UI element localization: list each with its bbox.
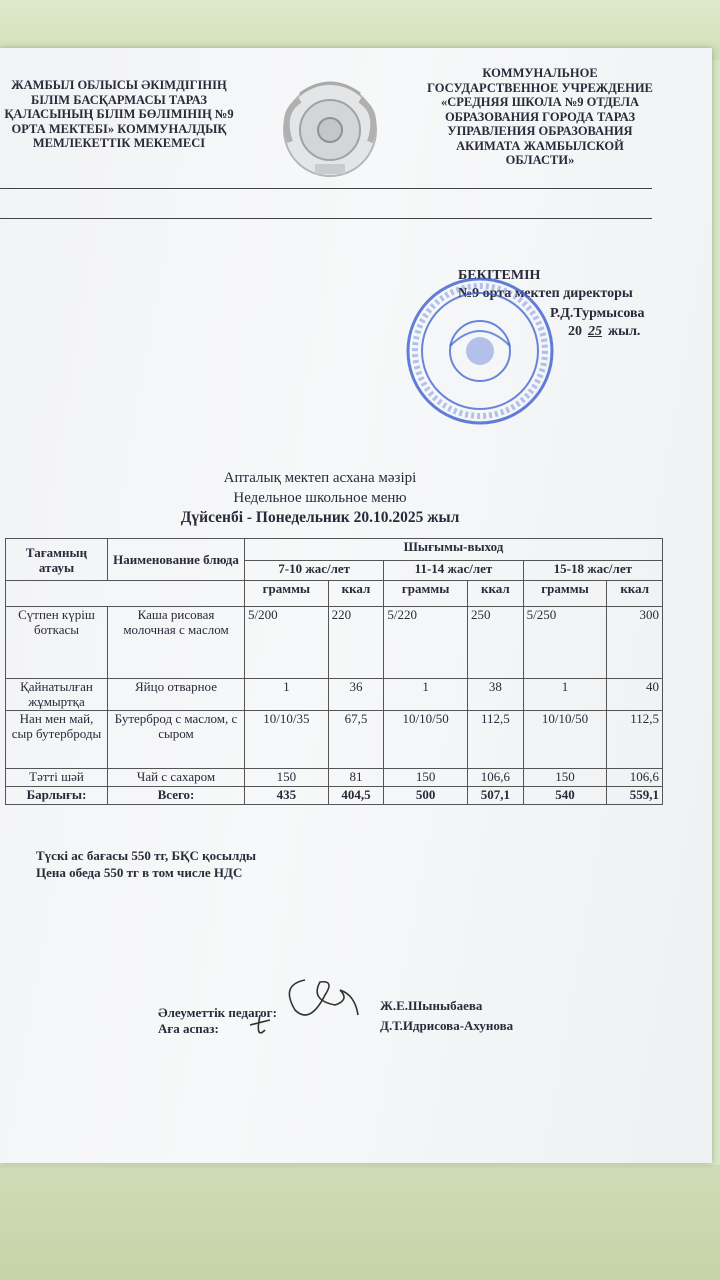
approval-year-prefix: 20 — [568, 324, 582, 339]
header-ru-line: ОБРАЗОВАНИЯ ГОРОДА ТАРАЗ — [444, 109, 636, 124]
header-kz-line: БІЛІМ БАСҚАРМАСЫ ТАРАЗ — [31, 92, 207, 107]
total-label-ru: Всего: — [108, 787, 245, 805]
cell-value: 5/250 — [523, 607, 607, 679]
handwritten-signature — [240, 970, 370, 1050]
header-kazakh — [0, 78, 244, 151]
table-unit-row — [6, 581, 663, 607]
header-ru-line: ГОСУДАРСТВЕННОЕ УЧРЕЖДЕНИЕ — [427, 80, 653, 95]
dish-name-kz: Қайнатылған жұмыртқа — [6, 679, 108, 711]
dish-name-ru: Чай с сахаром — [108, 769, 245, 787]
total-value: 540 — [523, 787, 607, 805]
header-ru-line: АКИМАТА ЖАМБЫЛСКОЙ — [456, 138, 624, 153]
signature-name-social-pedagogue: Ж.Е.Шыныбаева — [380, 998, 483, 1013]
cell-value: 250 — [468, 607, 524, 679]
table-total-row — [6, 787, 663, 805]
wall-background-bottom — [0, 1165, 720, 1280]
header-age-group: 7-10 жас/лет — [245, 561, 384, 581]
total-value: 500 — [384, 787, 468, 805]
cell-value: 1 — [245, 679, 329, 711]
title-day: Дүйсенбі - Понедельник 20.10.2025 жыл — [180, 509, 460, 526]
cell-value: 5/220 — [384, 607, 468, 679]
total-label-kz: Барлығы: — [6, 787, 108, 805]
cell-value: 112,5 — [607, 711, 663, 769]
state-emblem-icon — [270, 72, 390, 182]
cell-value: 81 — [328, 769, 384, 787]
price-russian: Цена обеда 550 тг в том числе НДС — [36, 865, 243, 880]
table-row — [6, 607, 663, 679]
cell-value: 5/200 — [245, 607, 329, 679]
header-dish-kz: Тағамның атауы — [6, 539, 108, 581]
dish-name-kz: Нан мен май, сыр бутерброды — [6, 711, 108, 769]
total-value: 507,1 — [468, 787, 524, 805]
approval-year: 25 — [588, 324, 602, 339]
cell-value: 106,6 — [607, 769, 663, 787]
header-kcal: ккал — [607, 581, 663, 607]
cell-value: 10/10/50 — [523, 711, 607, 769]
header-age-group: 11-14 жас/лет — [384, 561, 523, 581]
table-row — [6, 769, 663, 787]
approval-date — [568, 324, 640, 340]
cell-value: 106,6 — [468, 769, 524, 787]
unit-spacer — [6, 581, 245, 607]
header-grams: граммы — [384, 581, 468, 607]
header-grams: граммы — [523, 581, 607, 607]
dish-name-ru: Яйцо отварное — [108, 679, 245, 711]
cell-value: 150 — [384, 769, 468, 787]
price-kazakh: Түскі ас бағасы 550 тг, БҚС қосылды — [36, 848, 257, 863]
total-value: 404,5 — [328, 787, 384, 805]
approval-director-name: Р.Д.Турмысова — [550, 306, 645, 321]
header-kz-line: ҚАЛАСЫНЫҢ БІЛІМ БӨЛІМІНІҢ №9 — [4, 107, 234, 121]
title-russian: Недельное школьное меню — [233, 490, 407, 506]
cell-value: 40 — [607, 679, 663, 711]
cell-value: 67,5 — [328, 711, 384, 769]
cell-value: 300 — [607, 607, 663, 679]
header-kz-line: МЕМЛЕКЕТТІК МЕКЕМЕСІ — [32, 136, 206, 150]
approval-title: БЕКІТЕМІН — [458, 268, 541, 283]
header-ru-line: «СРЕДНЯЯ ШКОЛА №9 ОТДЕЛА — [440, 95, 640, 109]
cell-value: 1 — [384, 679, 468, 711]
menu-sheet — [0, 48, 712, 1163]
approval-year-suffix: жыл. — [608, 324, 641, 339]
cell-value: 150 — [245, 769, 329, 787]
header-divider — [0, 218, 652, 219]
dish-name-kz: Тәтті шәй — [6, 769, 108, 787]
header-divider — [0, 188, 652, 189]
dish-name-ru: Каша рисовая молочная с маслом — [108, 607, 245, 679]
header-kcal: ккал — [328, 581, 384, 607]
cell-value: 10/10/50 — [384, 711, 468, 769]
header-russian — [400, 66, 680, 168]
header-ru-line: ОБЛАСТИ» — [505, 153, 575, 167]
dish-name-kz: Сүтпен күріш боткасы — [6, 607, 108, 679]
school-seal-stamp — [405, 276, 555, 426]
header-kz-line: ЖАМБЫЛ ОБЛЫСЫ ӘКІМДІГІНІҢ — [11, 78, 227, 92]
approval-position: №9 орта мектеп директоры — [458, 286, 633, 301]
cell-value: 1 — [523, 679, 607, 711]
menu-table — [5, 538, 663, 805]
cell-value: 150 — [523, 769, 607, 787]
table-header-row — [6, 539, 663, 561]
cell-value: 38 — [468, 679, 524, 711]
title-kazakh: Апталық мектеп асхана мәзірі — [223, 470, 417, 486]
table-row — [6, 679, 663, 711]
header-age-group: 15-18 жас/лет — [523, 561, 662, 581]
header-ru-line: КОММУНАЛЬНОЕ — [482, 66, 598, 80]
dish-name-ru: Бутерброд с маслом, с сыром — [108, 711, 245, 769]
cell-value: 36 — [328, 679, 384, 711]
header-kcal: ккал — [468, 581, 524, 607]
cell-value: 10/10/35 — [245, 711, 329, 769]
signature-role-social-pedagogue: Әлеуметтік педагог: — [158, 1005, 277, 1020]
total-value: 559,1 — [607, 787, 663, 805]
total-value: 435 — [245, 787, 329, 805]
signature-role-head-cook: Аға аспаз: — [158, 1021, 219, 1036]
header-output: Шығымы-выход — [245, 539, 663, 561]
header-ru-line: УПРАВЛЕНИЯ ОБРАЗОВАНИЯ — [447, 124, 633, 138]
cell-value: 112,5 — [468, 711, 524, 769]
signature-name-head-cook: Д.Т.Идрисова-Ахунова — [380, 1018, 514, 1033]
header-kz-line: ОРТА МЕКТЕБІ» КОММУНАЛДЫҚ — [11, 121, 227, 136]
header-dish-ru: Наименование блюда — [108, 539, 245, 581]
header-grams: граммы — [245, 581, 329, 607]
table-row — [6, 711, 663, 769]
cell-value: 220 — [328, 607, 384, 679]
